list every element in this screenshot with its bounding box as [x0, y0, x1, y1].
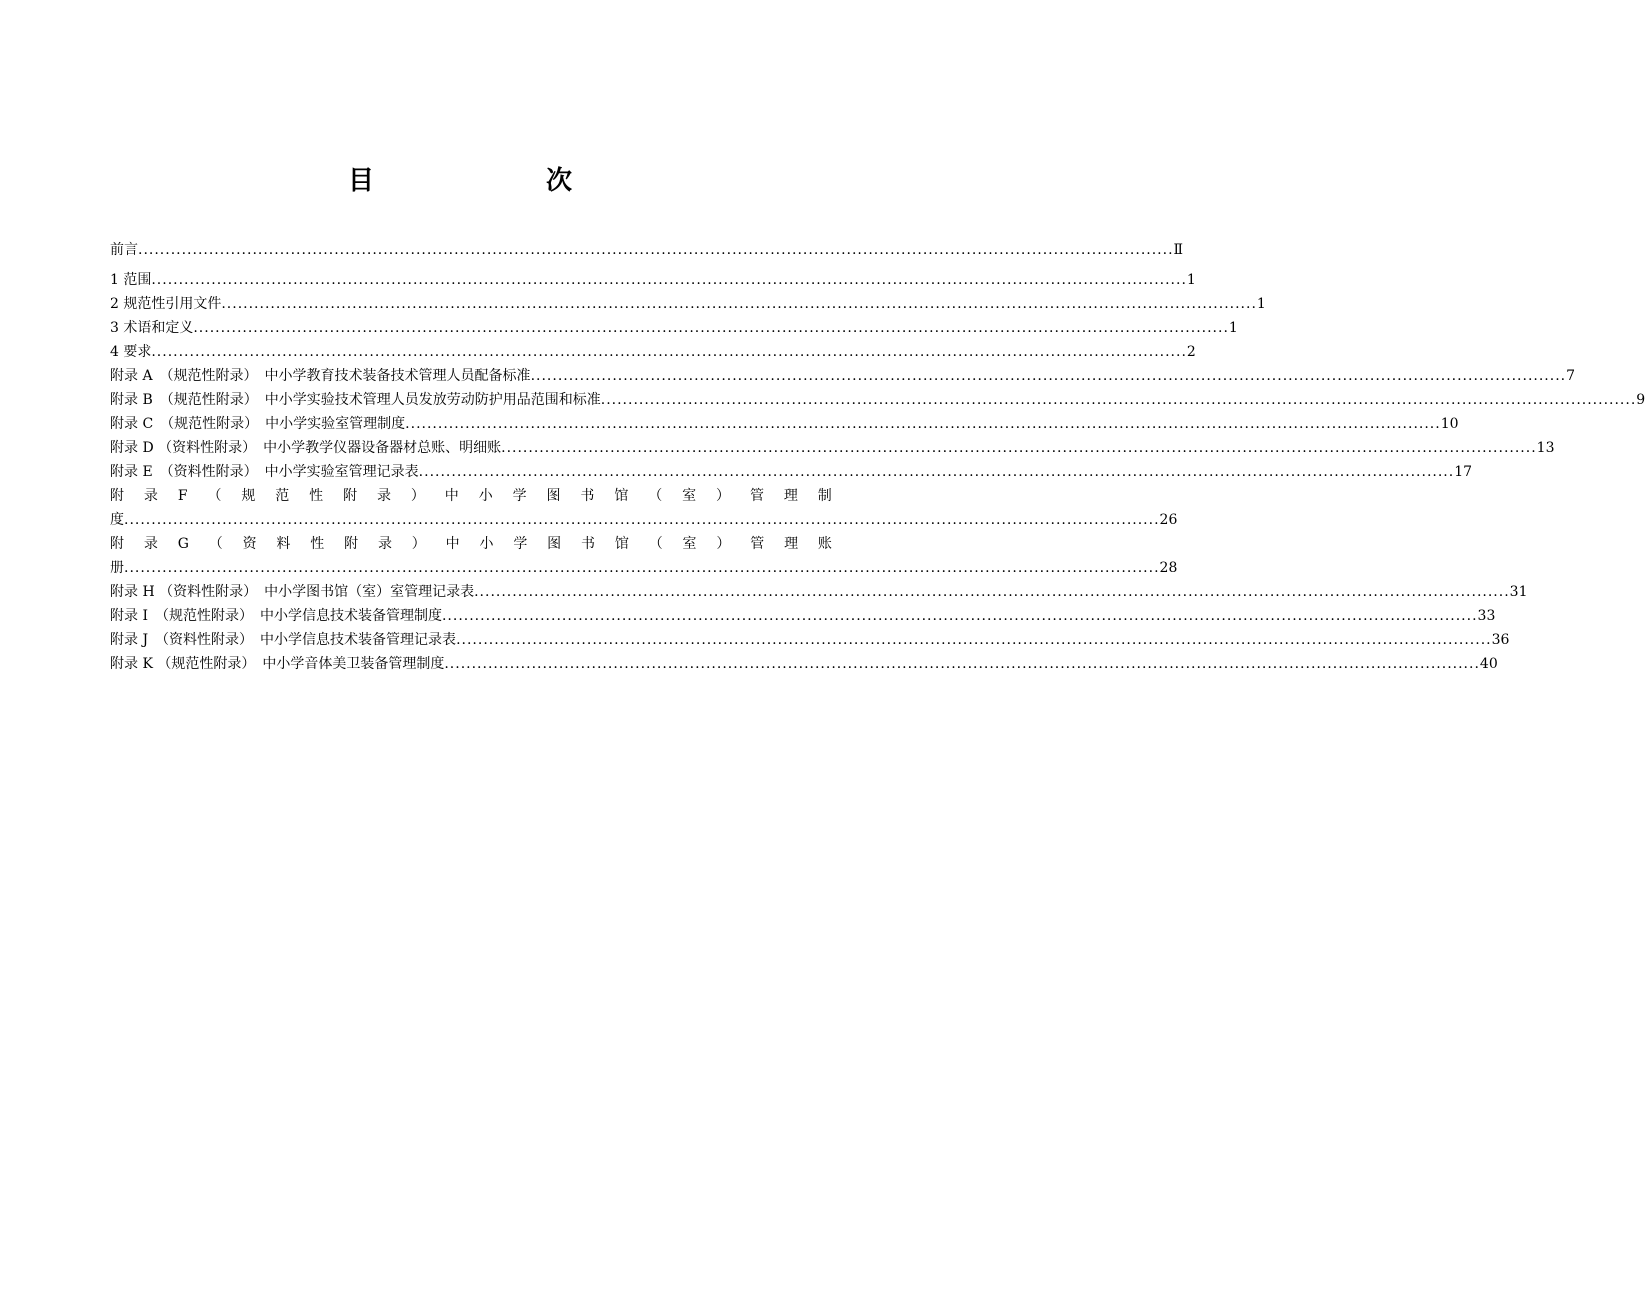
toc-page-number: Ⅱ — [1173, 242, 1184, 258]
toc-char: 附 — [110, 488, 124, 504]
toc-page-number: 26 — [1159, 512, 1178, 528]
toc-leader-dots: .............................................................................................................................................................................................. — [530, 368, 1567, 384]
toc-entry-label: 册 — [110, 560, 124, 576]
toc-entry-appendix-d[interactable] — [110, 436, 1555, 460]
toc-char: 室 — [682, 488, 697, 504]
toc-page-number: 33 — [1477, 608, 1496, 624]
toc-entry-appendix-c[interactable] — [110, 412, 1459, 436]
toc-entry-label: 附录 H （资料性附录） 中小学图书馆（室）室管理记录表 — [110, 584, 475, 600]
toc-page-number: 7 — [1566, 368, 1576, 384]
toc-page-number: 31 — [1509, 584, 1528, 600]
toc-char: 性 — [309, 488, 324, 504]
toc-char: 小 — [479, 536, 494, 552]
toc-char: 附 — [344, 536, 359, 552]
toc-entry-appendix-g[interactable] — [110, 532, 832, 556]
toc-page-number: 17 — [1454, 464, 1473, 480]
toc-entry-label: 附录 A （规范性附录） 中小学教育技术装备技术管理人员配备标准 — [110, 368, 531, 384]
toc-char: （ — [648, 536, 663, 552]
toc-leader-dots: .............................................................................................................................................................................................. — [221, 296, 1257, 312]
toc-entry-appendix-i[interactable] — [110, 604, 1496, 628]
toc-char: 理 — [784, 536, 799, 552]
table-of-contents — [110, 238, 1645, 676]
toc-char: 性 — [310, 536, 325, 552]
toc-char: G — [177, 536, 189, 552]
toc-char: 图 — [546, 488, 561, 504]
toc-entry-label: 4 要求 — [110, 344, 152, 360]
toc-entry-terms[interactable] — [110, 316, 1238, 340]
toc-leader-dots: .............................................................................................................................................................................................. — [456, 632, 1492, 648]
toc-leader-dots: .............................................................................................................................................................................................. — [124, 560, 1160, 576]
toc-entry-label: 2 规范性引用文件 — [110, 296, 222, 312]
toc-entry-appendix-j[interactable] — [110, 628, 1510, 652]
toc-char: ） — [411, 536, 426, 552]
toc-entry-appendix-a[interactable] — [110, 364, 1576, 388]
toc-page-number: 1 — [1186, 272, 1196, 288]
toc-entry-label: 附录 K （规范性附录） 中小学音体美卫装备管理制度 — [110, 656, 445, 672]
toc-entry-requirements[interactable] — [110, 340, 1196, 364]
toc-leader-dots: .............................................................................................................................................................................................. — [474, 584, 1510, 600]
toc-char: 学 — [512, 488, 527, 504]
toc-entry-label: 前言 — [110, 242, 138, 258]
toc-leader-dots: .............................................................................................................................................................................................. — [138, 242, 1174, 258]
toc-entry-label: 附录 B （规范性附录） 中小学实验技术管理人员发放劳动防护用品范围和标准 — [110, 392, 601, 408]
toc-char: 中 — [445, 536, 460, 552]
toc-char: 学 — [513, 536, 528, 552]
toc-char: 书 — [581, 536, 595, 552]
toc-entry-label: 附录 J （资料性附录） 中小学信息技术装备管理记录表 — [110, 632, 457, 648]
toc-leader-dots: .............................................................................................................................................................................................. — [444, 656, 1480, 672]
toc-leader-dots: .............................................................................................................................................................................................. — [151, 344, 1187, 360]
toc-entry-appendix-e[interactable] — [110, 460, 1473, 484]
toc-leader-dots: .............................................................................................................................................................................................. — [151, 272, 1187, 288]
toc-page-number: 10 — [1440, 416, 1459, 432]
toc-char: 图 — [547, 536, 562, 552]
toc-char: 理 — [783, 488, 798, 504]
toc-char: （ — [207, 488, 222, 504]
toc-leader-dots: .............................................................................................................................................................................................. — [441, 608, 1478, 624]
toc-entry-label: 附录 E （资料性附录） 中小学实验室管理记录表 — [110, 464, 419, 480]
toc-char: 中 — [444, 488, 459, 504]
toc-char: 录 — [376, 488, 391, 504]
toc-char: 书 — [580, 488, 595, 504]
toc-char: 制 — [817, 488, 832, 504]
toc-entry-label: 附录 D （资料性附录） 中小学教学仪器设备器材总账、明细账 — [110, 440, 502, 456]
toc-entry-label: 1 范围 — [110, 272, 152, 288]
toc-leader-dots: .............................................................................................................................................................................................. — [501, 440, 1537, 456]
toc-leader-dots: .............................................................................................................................................................................................. — [600, 392, 1637, 408]
toc-char: ） — [716, 488, 731, 504]
toc-page-number: 28 — [1159, 560, 1178, 576]
toc-leader-dots: .............................................................................................................................................................................................. — [124, 512, 1160, 528]
toc-char: 范 — [275, 488, 290, 504]
toc-char: 管 — [750, 536, 765, 552]
toc-entry-label: 度 — [110, 512, 124, 528]
toc-char: 室 — [682, 536, 697, 552]
toc-entry-normative-references[interactable] — [110, 292, 1266, 316]
toc-char: 资 — [242, 536, 257, 552]
toc-leader-dots: .............................................................................................................................................................................................. — [418, 464, 1455, 480]
toc-entry-preface[interactable] — [110, 238, 1184, 262]
toc-entry-label: 附录 I （规范性附录） 中小学信息技术装备管理制度 — [110, 608, 442, 624]
page-title: 目 次 — [347, 166, 612, 196]
toc-page-number: 36 — [1491, 632, 1510, 648]
toc-char: ） — [410, 488, 425, 504]
toc-entry-label: 3 术语和定义 — [110, 320, 194, 336]
toc-page-number: 40 — [1479, 656, 1498, 672]
toc-entry-appendix-g-continued[interactable] — [110, 556, 1178, 580]
toc-entry-label: 附录 C （规范性附录） 中小学实验室管理制度 — [110, 416, 406, 432]
toc-char: F — [177, 488, 188, 504]
toc-char: 规 — [241, 488, 256, 504]
toc-char: 馆 — [614, 488, 629, 504]
toc-char: 小 — [478, 488, 493, 504]
toc-leader-dots: .............................................................................................................................................................................................. — [405, 416, 1441, 432]
toc-page-number: 2 — [1186, 344, 1196, 360]
toc-char: 录 — [377, 536, 392, 552]
toc-char: 录 — [143, 488, 158, 504]
toc-char: 附 — [343, 488, 358, 504]
toc-entry-scope[interactable] — [110, 268, 1196, 292]
toc-entry-appendix-f[interactable] — [110, 484, 832, 508]
toc-page-number: 9 — [1636, 392, 1645, 408]
toc-char: 馆 — [614, 536, 629, 552]
toc-page-number: 1 — [1256, 296, 1266, 312]
toc-char: 管 — [749, 488, 764, 504]
toc-entry-appendix-f-continued[interactable] — [110, 508, 1178, 532]
toc-char: 账 — [817, 536, 832, 552]
toc-char: 附 — [110, 536, 124, 552]
toc-page-number: 1 — [1228, 320, 1238, 336]
toc-char: 录 — [143, 536, 158, 552]
toc-page-number: 13 — [1536, 440, 1555, 456]
toc-leader-dots: .............................................................................................................................................................................................. — [193, 320, 1229, 336]
toc-char: （ — [208, 536, 223, 552]
toc-char: ） — [716, 536, 731, 552]
toc-entry-appendix-h[interactable] — [110, 580, 1528, 604]
toc-entry-appendix-b[interactable] — [110, 388, 1645, 412]
toc-char: 料 — [276, 536, 291, 552]
toc-char: （ — [648, 488, 663, 504]
toc-entry-appendix-k[interactable] — [110, 652, 1498, 676]
